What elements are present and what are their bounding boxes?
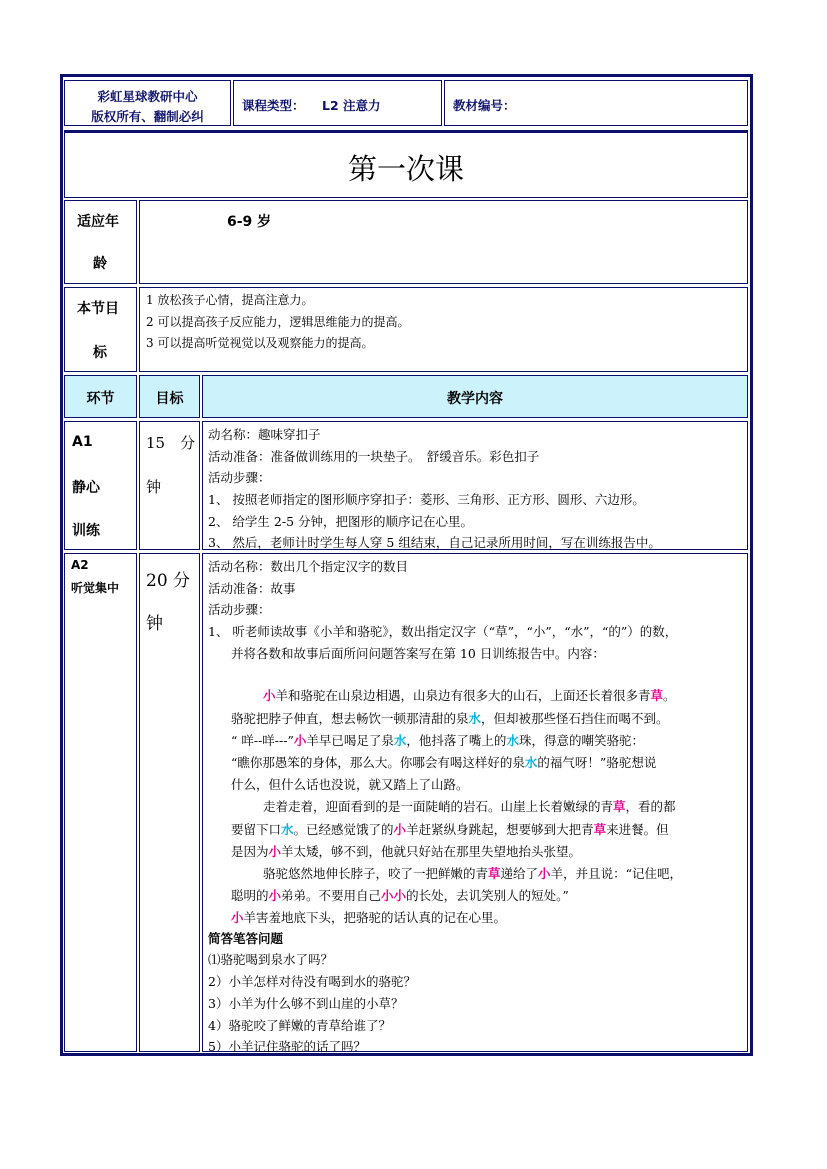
head-goal-cell <box>139 375 200 418</box>
head-segment-cell <box>64 375 137 418</box>
a1-line: 动名称：趣味穿扣子 <box>208 427 321 442</box>
a1-seg-3: 训练 <box>72 523 100 539</box>
keyword-xiao: 小 <box>268 844 282 859</box>
a2-content-cell <box>202 553 748 1052</box>
story-line: 骆驼悠然地伸长脖子，咬了一把鲜嫩的青草递给了小羊，并且说：“记住吧， <box>263 866 682 881</box>
story-line: 什么，但什么话也没说，就又踏上了山路。 <box>231 777 469 792</box>
keyword-xiao: 小 <box>263 688 276 703</box>
a2-line: 活动准备：故事 <box>208 581 296 596</box>
goal-item: 1 放松孩子心情，提高注意力。 <box>146 293 314 307</box>
goals-cell <box>139 287 748 372</box>
head-segment: 环节 <box>86 391 115 407</box>
a1-line: 活动准备：准备做训练用的一块垫子。 舒缓音乐。彩色扣子 <box>208 449 540 464</box>
story-line: 骆驼把脖子伸直，想去畅饮一顿那清甜的泉水，但却被那些怪石挡住而喝不到。 <box>231 711 669 726</box>
question: 4）骆驼咬了鲜嫩的青草给谁了？ <box>208 1018 391 1033</box>
a2-line: 活动名称：数出几个指定汉字的数目 <box>208 559 409 574</box>
keyword-shui: 水 <box>468 711 482 726</box>
a1-segment-cell <box>64 421 137 550</box>
a1-content-cell <box>202 421 748 550</box>
keyword-xiao: 小 <box>268 888 282 903</box>
title-cell <box>64 130 748 198</box>
goals-label-2: 标 <box>93 345 107 361</box>
goals-label-1: 本节目 <box>77 301 119 317</box>
a2-line: 1、 听老师读故事《小羊和骆驼》，数出指定汉字（“草”，“小”，“水”，“的”）的数， <box>208 624 678 639</box>
keyword-cao: 草 <box>650 688 664 703</box>
age-value: 6-9 岁 <box>227 214 272 230</box>
a2-goal-cell <box>139 553 200 1052</box>
a2-goal-1: 20 分 <box>146 571 191 591</box>
org-line-2: 版权所有、翻制必纠 <box>91 109 204 124</box>
org-cell <box>64 80 231 126</box>
material-no-label: 教材编号： <box>453 98 516 113</box>
head-content: 教学内容 <box>447 391 503 407</box>
keyword-shui: 水 <box>524 755 538 770</box>
goal-item: 3 可以提高听觉视觉以及观察能力的提高。 <box>146 336 374 350</box>
age-value-cell <box>139 200 748 284</box>
org-line-1: 彩虹星球教研中心 <box>97 89 198 104</box>
course-type-cell <box>233 80 442 126</box>
story-line: 是因为小羊太矮，够不到，他就只好站在那里失望地抬头张望。 <box>231 844 582 859</box>
a2-line: 并将各数和故事后面所问问题答案写在第 10 日训练报告中。内容： <box>231 646 605 661</box>
keyword-shui: 水 <box>506 733 519 748</box>
a2-segment-cell <box>64 553 137 1052</box>
a2-goal-2: 钟 <box>146 614 163 634</box>
goals-label-cell <box>64 287 137 372</box>
course-type-label: 课程类型： <box>242 98 305 113</box>
story-line: 聪明的小弟弟。不要用自己小小的长处，去讥笑别人的短处。” <box>231 888 569 903</box>
age-label-1: 适应年 <box>77 214 119 230</box>
a1-line: 活动步骤： <box>208 470 271 485</box>
keyword-xiao: 小 <box>393 822 407 837</box>
question: 3）小羊为什么够不到山崖的小草？ <box>208 996 404 1011</box>
age-label-2: 龄 <box>93 256 107 272</box>
a2-seg-2: 听觉集中 <box>71 581 120 595</box>
a1-goal-2: 钟 <box>146 478 162 496</box>
a2-line: 活动步骤： <box>208 602 271 617</box>
keyword-shui: 水 <box>393 733 407 748</box>
question: ⑴骆驼喝到泉水了吗？ <box>208 952 334 967</box>
a1-line: 1、 按照老师指定的图形顺序穿扣子：菱形、三角形、正方形、圆形、六边形。 <box>208 492 645 507</box>
keyword-cao: 草 <box>613 799 626 814</box>
story-line: 小羊害羞地底下头，把骆驼的话认真的记在心里。 <box>231 910 507 925</box>
keyword-xiao: 小 <box>293 733 307 748</box>
story-line: “瞧你那愚笨的身体，那么大。你哪会有喝这样好的泉水的福气呀！”骆驼想说 <box>231 755 657 770</box>
age-label-cell <box>64 200 137 284</box>
a1-line: 2、 给学生 2-5 分钟，把图形的顺序记在心里。 <box>208 514 474 529</box>
goal-item: 2 可以提高孩子反应能力，逻辑思维能力的提高。 <box>146 315 410 329</box>
course-type-value: L2 注意力 <box>322 98 381 113</box>
a1-line: 3、 然后，老师计时学生每人穿 5 组结束，自己记录所用时间，写在训练报告中。 <box>208 535 661 550</box>
a1-seg-1: A1 <box>72 434 93 450</box>
a2-seg-1: A2 <box>71 558 89 572</box>
a1-goal-1: 15 分 <box>146 434 196 452</box>
question: 2）小羊怎样对待没有喝到水的骆驼？ <box>208 974 416 989</box>
keyword-cao: 草 <box>488 866 501 881</box>
keyword-xiaoxiao: 小小 <box>381 888 407 903</box>
head-goal: 目标 <box>155 391 184 407</box>
question: 5）小羊记住骆驼的话了吗？ <box>208 1039 366 1054</box>
keyword-cao: 草 <box>593 822 607 837</box>
keyword-xiao: 小 <box>231 910 244 925</box>
story-line: 要留下口水。已经感觉饿了的小羊赶紧纵身跳起，想要够到大把青草来进餐。但 <box>231 822 669 837</box>
head-content-cell <box>202 375 748 418</box>
keyword-xiao: 小 <box>538 866 551 881</box>
a1-seg-2: 静心 <box>72 480 100 496</box>
story-line: “ 咩--咩---”小羊早已喝足了泉水，他抖落了嘴上的水珠，得意的嘲笑骆驼： <box>231 733 644 748</box>
keyword-shui: 水 <box>281 822 294 837</box>
page-title: 第一次课 <box>347 152 464 186</box>
story-line: 小羊和骆驼在山泉边相遇，山泉边有很多大的山石，上面还长着很多青草。 <box>263 688 676 703</box>
story-line: 走着走着，迎面看到的是一面陡峭的岩石。山崖上长着嫩绿的青草，看的都 <box>263 799 676 814</box>
a1-goal-cell <box>139 421 200 550</box>
qa-title: 简答笔答问题 <box>208 931 284 946</box>
material-no-cell <box>444 80 748 126</box>
